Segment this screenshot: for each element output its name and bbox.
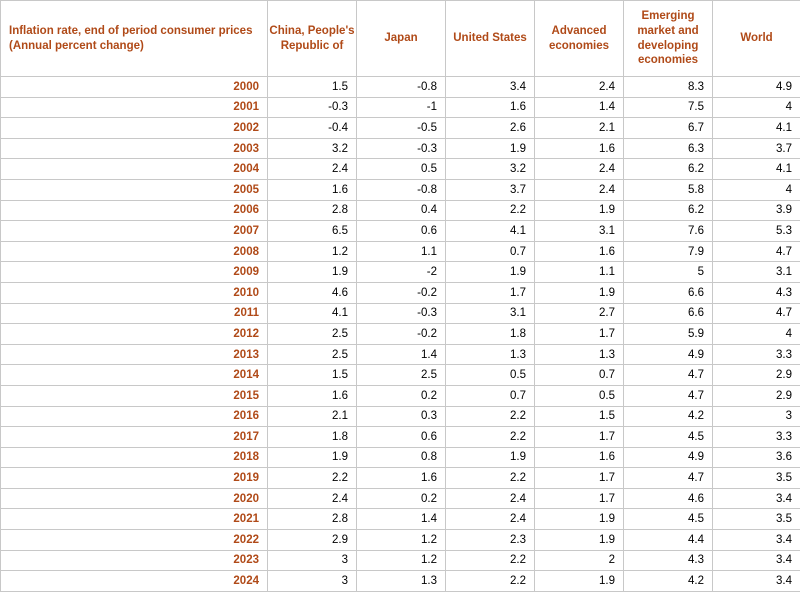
- table-cell: 4.2: [624, 406, 713, 427]
- table-cell: 1.2: [357, 530, 446, 551]
- table-cell: 4.9: [624, 344, 713, 365]
- table-cell: 1.8: [268, 427, 357, 448]
- table-cell: 2.4: [268, 488, 357, 509]
- table-cell: 1.6: [535, 447, 624, 468]
- column-header-united-states: United States: [446, 1, 535, 77]
- table-row: [1, 324, 800, 345]
- table-cell: 2.9: [268, 530, 357, 551]
- table-cell: 1.9: [446, 447, 535, 468]
- table-header: [1, 1, 800, 77]
- table-cell: 0.4: [357, 200, 446, 221]
- table-cell: 6.3: [624, 138, 713, 159]
- table-cell: -0.2: [357, 282, 446, 303]
- table-cell: 3.4: [713, 488, 800, 509]
- table-cell: 2.2: [446, 427, 535, 448]
- row-header-year: 2004: [1, 159, 268, 180]
- table-cell: 0.3: [357, 406, 446, 427]
- table-cell: 6.2: [624, 159, 713, 180]
- table-cell: -0.8: [357, 179, 446, 200]
- table-row: [1, 344, 800, 365]
- table-cell: 4.7: [624, 365, 713, 386]
- table-cell: 4.1: [446, 221, 535, 242]
- table-row: [1, 97, 800, 118]
- header-row: [1, 1, 800, 77]
- table-row: [1, 571, 800, 592]
- row-header-year: 2005: [1, 179, 268, 200]
- table-cell: 1.3: [535, 344, 624, 365]
- table-cell: 2.8: [268, 509, 357, 530]
- table-body: [1, 77, 800, 592]
- table-cell: 3.4: [713, 530, 800, 551]
- table-row: [1, 179, 800, 200]
- table-cell: 2.1: [268, 406, 357, 427]
- row-header-year: 2018: [1, 447, 268, 468]
- table-cell: 3.6: [713, 447, 800, 468]
- table-cell: 4: [713, 179, 800, 200]
- table-cell: 1.5: [268, 365, 357, 386]
- table-cell: 2.5: [357, 365, 446, 386]
- table-row: [1, 241, 800, 262]
- table-cell: 6.5: [268, 221, 357, 242]
- table-row: [1, 200, 800, 221]
- table-cell: 4.7: [624, 385, 713, 406]
- table-cell: -0.3: [357, 138, 446, 159]
- row-header-year: 2013: [1, 344, 268, 365]
- table-cell: 2.4: [535, 159, 624, 180]
- table-cell: 2.2: [446, 468, 535, 489]
- table-cell: 1.9: [535, 282, 624, 303]
- table-cell: 1.9: [535, 200, 624, 221]
- table-cell: 1.6: [446, 97, 535, 118]
- column-header-world: World: [713, 1, 800, 77]
- table-cell: 8.3: [624, 77, 713, 98]
- table-cell: 6.2: [624, 200, 713, 221]
- table-cell: 1.9: [268, 447, 357, 468]
- table-cell: 2: [535, 550, 624, 571]
- row-header-year: 2012: [1, 324, 268, 345]
- table-row: [1, 138, 800, 159]
- row-header-year: 2020: [1, 488, 268, 509]
- table-cell: -0.8: [357, 77, 446, 98]
- table-cell: 2.8: [268, 200, 357, 221]
- table-cell: 1.7: [446, 282, 535, 303]
- table-cell: 4.6: [624, 488, 713, 509]
- table-cell: 0.7: [535, 365, 624, 386]
- table-row: [1, 221, 800, 242]
- table-cell: 2.4: [535, 77, 624, 98]
- table-row: [1, 488, 800, 509]
- table-cell: 1.9: [535, 509, 624, 530]
- table-cell: 5.3: [713, 221, 800, 242]
- table-cell: 6.6: [624, 282, 713, 303]
- table-cell: 4.9: [624, 447, 713, 468]
- table-cell: 1.9: [535, 571, 624, 592]
- row-header-year: 2009: [1, 262, 268, 283]
- table-cell: 3.9: [713, 200, 800, 221]
- table-cell: -0.5: [357, 118, 446, 139]
- table-cell: 4.1: [713, 118, 800, 139]
- table-cell: 7.6: [624, 221, 713, 242]
- table-cell: 1.6: [535, 241, 624, 262]
- table-cell: -0.4: [268, 118, 357, 139]
- table-cell: 1.1: [357, 241, 446, 262]
- table-cell: 1.7: [535, 427, 624, 448]
- row-header-year: 2010: [1, 282, 268, 303]
- table-cell: 2.2: [268, 468, 357, 489]
- table-cell: 2.2: [446, 406, 535, 427]
- table-cell: 4.3: [624, 550, 713, 571]
- table-cell: -0.2: [357, 324, 446, 345]
- table-cell: 5.9: [624, 324, 713, 345]
- table-cell: -2: [357, 262, 446, 283]
- row-header-year: 2008: [1, 241, 268, 262]
- table-row: [1, 406, 800, 427]
- table-cell: 2.2: [446, 571, 535, 592]
- table-cell: 1.8: [446, 324, 535, 345]
- row-header-year: 2006: [1, 200, 268, 221]
- row-header-year: 2016: [1, 406, 268, 427]
- table-row: [1, 77, 800, 98]
- table-cell: 0.2: [357, 488, 446, 509]
- column-header-japan: Japan: [357, 1, 446, 77]
- table-cell: 0.6: [357, 221, 446, 242]
- table-cell: 1.6: [268, 385, 357, 406]
- table-cell: 2.2: [446, 200, 535, 221]
- table-row: [1, 468, 800, 489]
- row-header-year: 2003: [1, 138, 268, 159]
- table-cell: 3.4: [713, 571, 800, 592]
- table-cell: 4.5: [624, 509, 713, 530]
- table-cell: 2.6: [446, 118, 535, 139]
- table-cell: 4.1: [268, 303, 357, 324]
- table-cell: 1.5: [535, 406, 624, 427]
- row-header-year: 2015: [1, 385, 268, 406]
- table-cell: 3.7: [446, 179, 535, 200]
- table-cell: 0.7: [446, 385, 535, 406]
- table-cell: 2.4: [446, 509, 535, 530]
- table-cell: 4.7: [624, 468, 713, 489]
- table-cell: 1.4: [357, 509, 446, 530]
- row-header-year: 2001: [1, 97, 268, 118]
- column-header-advanced-economies: Advanced economies: [535, 1, 624, 77]
- table-cell: 7.9: [624, 241, 713, 262]
- column-header-indicator: Inflation rate, end of period consumer prices (Annual percent change): [1, 1, 268, 77]
- table-cell: 2.4: [268, 159, 357, 180]
- table-cell: 3.4: [446, 77, 535, 98]
- table-row: [1, 530, 800, 551]
- table-cell: 1.6: [357, 468, 446, 489]
- table-cell: 4.3: [713, 282, 800, 303]
- table-cell: 3.2: [268, 138, 357, 159]
- table-cell: 1.6: [535, 138, 624, 159]
- table-cell: 7.5: [624, 97, 713, 118]
- table-cell: 2.3: [446, 530, 535, 551]
- table-row: [1, 427, 800, 448]
- table-cell: 3: [713, 406, 800, 427]
- table-cell: 3.3: [713, 427, 800, 448]
- table-cell: 0.8: [357, 447, 446, 468]
- table-cell: 1.9: [535, 530, 624, 551]
- table-cell: 2.9: [713, 365, 800, 386]
- table-cell: 0.2: [357, 385, 446, 406]
- row-header-year: 2014: [1, 365, 268, 386]
- table-cell: 2.5: [268, 344, 357, 365]
- row-header-year: 2011: [1, 303, 268, 324]
- table-cell: 3.2: [446, 159, 535, 180]
- table-cell: 0.5: [535, 385, 624, 406]
- table-cell: 2.2: [446, 550, 535, 571]
- table-cell: 0.5: [357, 159, 446, 180]
- table-row: [1, 447, 800, 468]
- table-cell: 1.9: [446, 138, 535, 159]
- table-cell: 1.6: [268, 179, 357, 200]
- table-cell: 4.5: [624, 427, 713, 448]
- table-cell: 1.7: [535, 324, 624, 345]
- row-header-year: 2021: [1, 509, 268, 530]
- table-cell: 5: [624, 262, 713, 283]
- table-cell: 6.6: [624, 303, 713, 324]
- table-cell: 4.1: [713, 159, 800, 180]
- table-cell: 1.7: [535, 488, 624, 509]
- table-cell: 1.9: [268, 262, 357, 283]
- table-cell: 3.5: [713, 468, 800, 489]
- column-header-china: China, People's Republic of: [268, 1, 357, 77]
- table-row: [1, 262, 800, 283]
- table-cell: 1.7: [535, 468, 624, 489]
- table-cell: 3.5: [713, 509, 800, 530]
- table-cell: 4: [713, 324, 800, 345]
- table-cell: 3.1: [535, 221, 624, 242]
- table-cell: 5.8: [624, 179, 713, 200]
- table-cell: 3.3: [713, 344, 800, 365]
- column-header-emerging-market: Emerging market and developing economies: [624, 1, 713, 77]
- row-header-year: 2017: [1, 427, 268, 448]
- table-row: [1, 159, 800, 180]
- table-row: [1, 365, 800, 386]
- table-cell: -1: [357, 97, 446, 118]
- table-cell: -0.3: [268, 97, 357, 118]
- table-cell: 3.7: [713, 138, 800, 159]
- table-cell: 2.1: [535, 118, 624, 139]
- table-cell: 4.6: [268, 282, 357, 303]
- table-cell: 3.1: [446, 303, 535, 324]
- table-cell: 4.4: [624, 530, 713, 551]
- table-cell: -0.3: [357, 303, 446, 324]
- table-row: [1, 118, 800, 139]
- table-cell: 2.4: [446, 488, 535, 509]
- table-cell: 2.5: [268, 324, 357, 345]
- row-header-year: 2007: [1, 221, 268, 242]
- table-cell: 3.4: [713, 550, 800, 571]
- table-cell: 1.3: [357, 571, 446, 592]
- table-cell: 2.9: [713, 385, 800, 406]
- table-cell: 1.2: [357, 550, 446, 571]
- table-cell: 0.6: [357, 427, 446, 448]
- row-header-year: 2019: [1, 468, 268, 489]
- table-cell: 4.7: [713, 303, 800, 324]
- row-header-year: 2024: [1, 571, 268, 592]
- table-cell: 4.9: [713, 77, 800, 98]
- table-cell: 2.4: [535, 179, 624, 200]
- row-header-year: 2002: [1, 118, 268, 139]
- table-cell: 4.7: [713, 241, 800, 262]
- table-cell: 3: [268, 571, 357, 592]
- table-cell: 3.1: [713, 262, 800, 283]
- row-header-year: 2000: [1, 77, 268, 98]
- table-cell: 1.4: [357, 344, 446, 365]
- row-header-year: 2023: [1, 550, 268, 571]
- table-row: [1, 509, 800, 530]
- table-row: [1, 303, 800, 324]
- table-cell: 0.7: [446, 241, 535, 262]
- table-cell: 6.7: [624, 118, 713, 139]
- table-cell: 4: [713, 97, 800, 118]
- table-cell: 1.2: [268, 241, 357, 262]
- table-cell: 1.4: [535, 97, 624, 118]
- table-cell: 1.1: [535, 262, 624, 283]
- table-row: [1, 282, 800, 303]
- table-row: [1, 385, 800, 406]
- table-cell: 1.5: [268, 77, 357, 98]
- table-cell: 3: [268, 550, 357, 571]
- table-row: [1, 550, 800, 571]
- table-cell: 1.9: [446, 262, 535, 283]
- table-cell: 4.2: [624, 571, 713, 592]
- table-cell: 2.7: [535, 303, 624, 324]
- row-header-year: 2022: [1, 530, 268, 551]
- table-cell: 0.5: [446, 365, 535, 386]
- table-cell: 1.3: [446, 344, 535, 365]
